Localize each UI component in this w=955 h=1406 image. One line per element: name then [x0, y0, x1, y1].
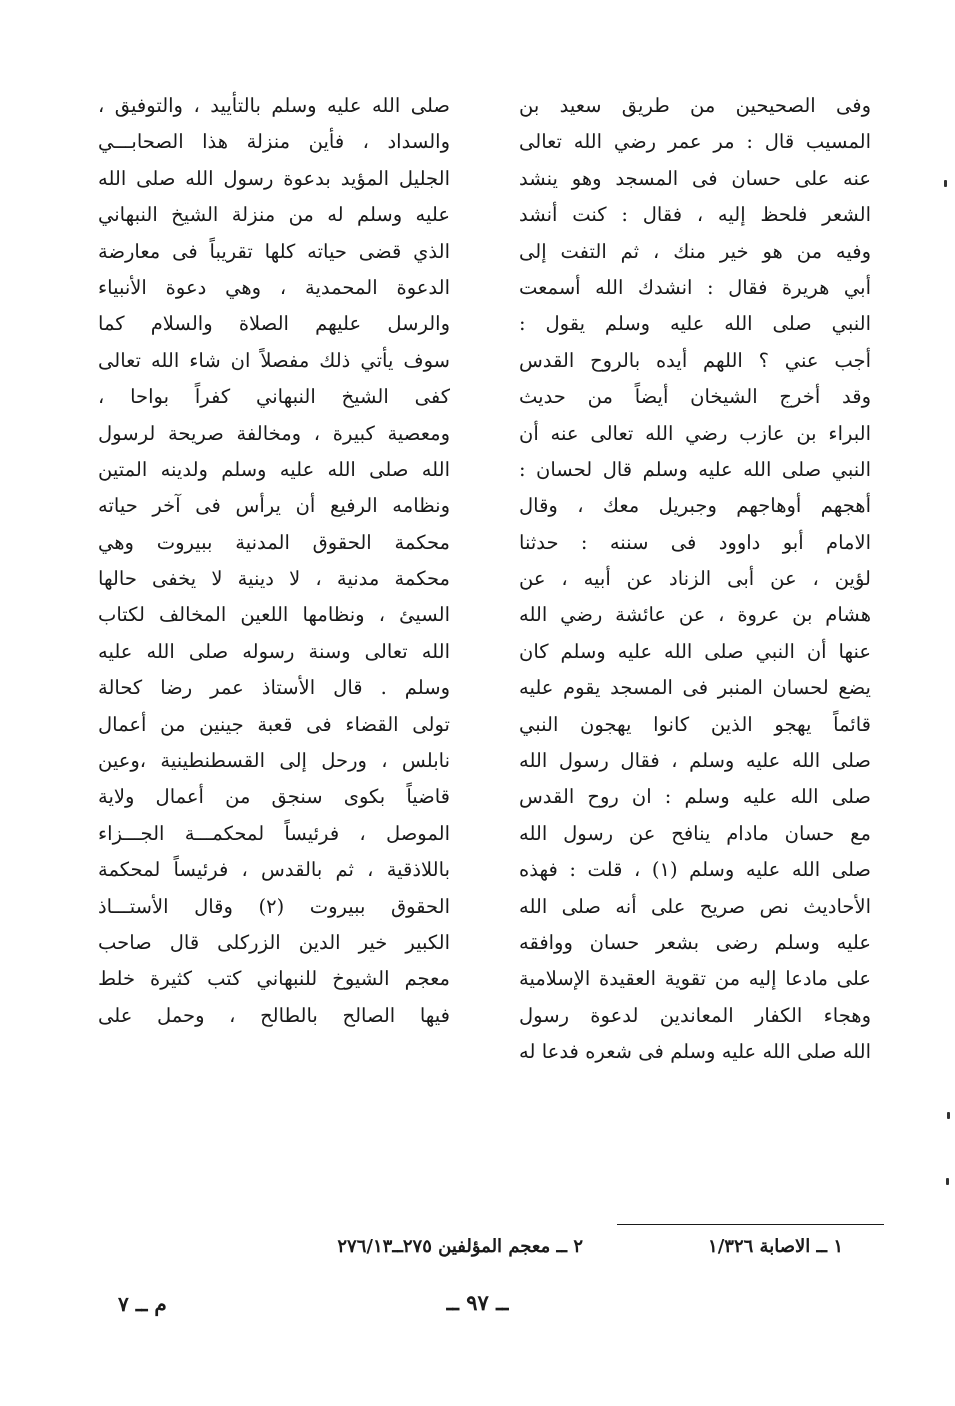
- text-line: لؤين ، عن أبى الزناد عن أبيه ، عن: [519, 567, 871, 591]
- text-line: وقد أخرج الشيخان أيضاً من حديث: [519, 385, 871, 409]
- text-line: والسداد ، فأين منزلة هذا الصحابـــي: [98, 130, 450, 154]
- scan-mark: [944, 180, 947, 187]
- text-line: عنه على حسان فى المسجد وهو ينشد: [519, 166, 871, 190]
- text-line: محكمة الحقوق المدنية ببيروت وهي: [98, 530, 450, 554]
- footnote-divider: [617, 1224, 884, 1225]
- text-line: محكمة مدنية ، لا دينية لا يخفى حالها: [98, 567, 450, 591]
- text-line: الله صلى الله عليه وسلم ولدينه المتين: [98, 457, 450, 481]
- right-text-column: [519, 88, 871, 1071]
- text-line: الامام أبو داوود فى سننه : حدثنا: [519, 530, 871, 554]
- text-line: صلى الله عليه وسلم : ان روح القدس: [519, 785, 871, 809]
- text-line: عليه وسلم رضى بشعر حسان ووافقه: [519, 930, 871, 954]
- text-line: ومعصية كبيرة ، ومخالفة صريحة لرسول: [98, 421, 450, 445]
- text-line: صلى الله عليه وسلم بالتأييد ، والتوفيق ،: [98, 94, 450, 117]
- text-line: والرسل عليهم الصلاة والسلام كما: [98, 312, 450, 336]
- page-number: ــ ٩٧ ــ: [446, 1290, 509, 1315]
- text-line: ونظامه الرفيع أن يرأس فى آخر حياته: [98, 494, 450, 518]
- text-line: السيئ ، ونظامها اللعين المخالف لكتاب: [98, 603, 450, 627]
- text-line: يضع لحسان المنبر فى المسجد يقوم عليه: [519, 676, 871, 700]
- scan-mark: [946, 1178, 949, 1185]
- text-line: الشعر فلحظ إليه ، فقال : كنت أنشد: [519, 203, 871, 227]
- text-line: البراء بن عازب رضي الله تعالى عنه أن: [519, 421, 871, 445]
- text-line: الموصل ، فرئيساً لمحكمـــة الجـــزاء: [98, 821, 450, 845]
- scan-mark: [947, 1112, 950, 1119]
- text-line: الدعوة المحمدية ، وهي دعوة الأنبياء: [98, 275, 450, 299]
- text-line: النبي صلى الله عليه وسلم قال لحسان :: [519, 457, 871, 481]
- printer-signature: م ــ ٧: [118, 1292, 167, 1316]
- text-line: الجليل المؤيد بدعوة رسول الله صلى الله: [98, 166, 450, 190]
- text-line: وهجاء الكفار المعاندين لدعوة رسول: [519, 1003, 871, 1027]
- text-line: الأحاديث نص صريح على أنه صلى الله: [519, 894, 871, 918]
- text-line: قائماً يهجو الذين كانوا يهجون النبي: [519, 712, 871, 736]
- text-line: الله صلى الله عليه وسلم فى شعره فدعا له: [519, 1040, 871, 1064]
- left-text-column: [98, 88, 450, 1034]
- text-line: وفيه من هو خير منك ، ثم التفت إلى: [519, 239, 871, 263]
- text-line: أبي هريرة فقال : انشدك الله أسمعت: [519, 275, 871, 299]
- text-line: معجم الشيوخ للنبهاني كتب كثيرة خلط: [98, 967, 450, 991]
- text-line: الله تعالى وسنة رسوله صلى الله عليه: [98, 639, 450, 663]
- text-line: سوف يأتي ذلك مفصلاً ان شاء الله تعالى: [98, 348, 450, 372]
- text-line: الذي قضى حياته كلها تقريباً فى معارضة: [98, 239, 450, 263]
- text-line: قاضياً بكوى سنجق من أعمال ولاية: [98, 785, 450, 809]
- text-line: مع حسان مادام ينافح عن رسول الله: [519, 821, 871, 845]
- text-line: عليه وسلم له من منزلة الشيخ النبهاني: [98, 203, 450, 227]
- text-line: النبي صلى الله عليه وسلم يقول :: [519, 312, 871, 336]
- text-line: وفى الصحيحين من طريق سعيد بن: [519, 94, 871, 117]
- text-line: كفى الشيخ النبهاني كفراً بواحا ،: [98, 385, 450, 409]
- text-line: هشام بن عروة ، عن عائشة رضي الله: [519, 603, 871, 627]
- text-line: باللاذقية ، ثم بالقدس ، فرئيساً لمحكمة: [98, 858, 450, 882]
- footnote-1: ١ ــ الاصابة ١/٣٢٦: [708, 1236, 843, 1257]
- text-line: الحقوق ببيروت (٢) وقال الأستـــاذ: [98, 894, 450, 918]
- text-line: المسيب قال : مر عمر رضي الله تعالى: [519, 130, 871, 154]
- text-line: صلى الله عليه وسلم ، فقال رسول الله: [519, 749, 871, 773]
- text-line: أجب عني ؟ اللهم أيده بالروح القدس: [519, 348, 871, 372]
- text-line: تولى القضاء فى قعبة جينين من أعمال: [98, 712, 450, 736]
- text-line: فيها الصالح بالطالح ، وحمل على: [98, 1003, 450, 1027]
- text-line: صلى الله عليه وسلم (١) ، قلت : فهذه: [519, 858, 871, 882]
- text-line: وسلم . قال الأستاذ عمر رضا كحالة: [98, 676, 450, 700]
- text-line: أهجهم أوهاجهم وجبريل معك ، وقال: [519, 494, 871, 518]
- text-line: عنها أن النبي صلى الله عليه وسلم كان: [519, 639, 871, 663]
- text-line: الكبير خير الدين الزركلى قال صاحب: [98, 930, 450, 954]
- text-line: على مادعا إليه من تقوية العقيدة الإسلامية: [519, 967, 871, 991]
- text-line: نابلس ، ورحل إلى القسطنطينية ،وعين: [98, 749, 450, 773]
- footnote-2: ٢ ــ معجم المؤلفين ٢٧٥ــ٢٧٦/١٣: [337, 1236, 583, 1257]
